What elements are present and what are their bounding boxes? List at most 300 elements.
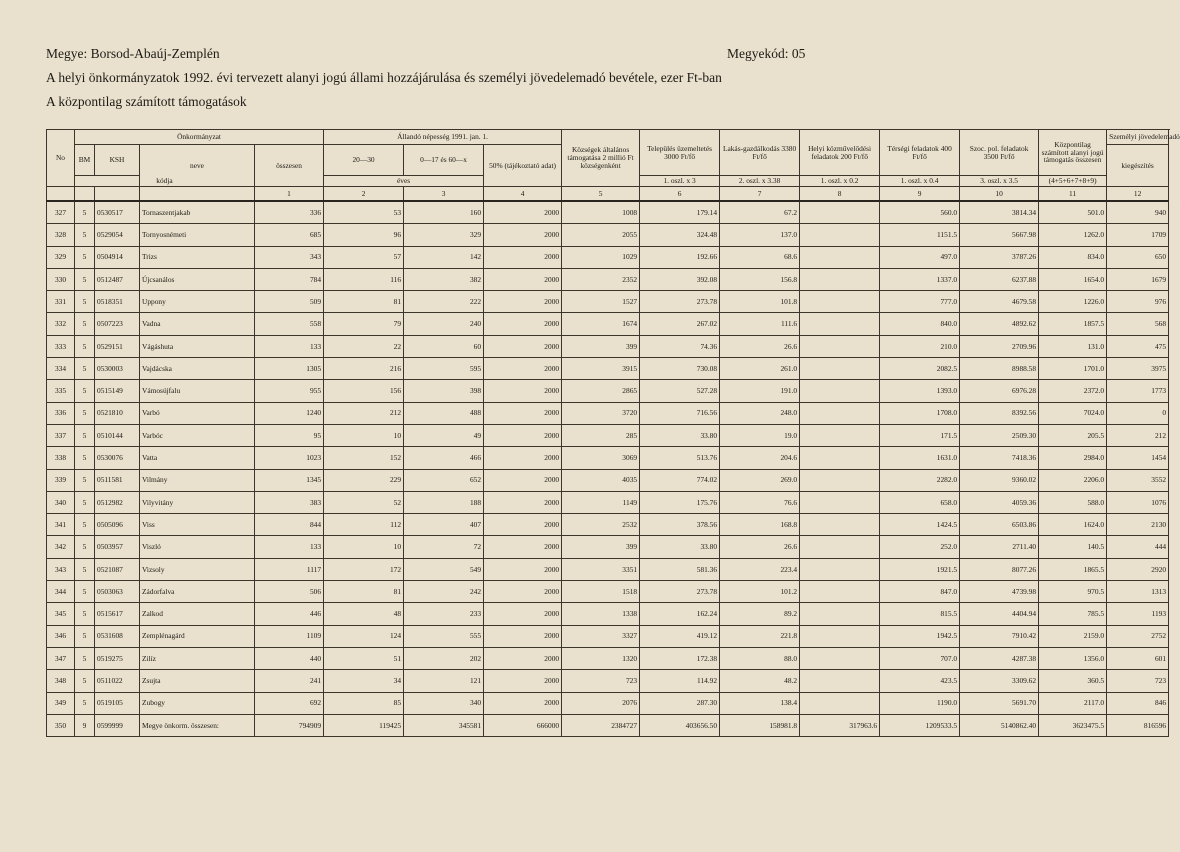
- cell-a2030: 22: [324, 335, 404, 357]
- cell-szoc: 1151.5: [880, 224, 960, 246]
- cell-lakas: 175.76: [640, 491, 720, 513]
- cell-lakas: 192.66: [640, 246, 720, 268]
- cell-no: 335: [47, 380, 75, 402]
- cell-p50: 1654.0: [1039, 268, 1107, 290]
- cell-kozp: 2711.40: [960, 536, 1039, 558]
- cell-osszesen: 383: [255, 491, 324, 513]
- cell-neve: Vatta: [140, 447, 255, 469]
- table-row: [47, 313, 1169, 335]
- table-row: [47, 201, 1169, 224]
- cell-a017: 329: [404, 224, 484, 246]
- colnum-blank: [47, 187, 75, 202]
- cell-tersegi: [800, 246, 880, 268]
- cell-lakas: 324.48: [640, 224, 720, 246]
- cell-neve: Zemplénagárd: [140, 625, 255, 647]
- cell-a017: 407: [404, 514, 484, 536]
- cell-tersegi: [800, 558, 880, 580]
- cell-osszesen: 95: [255, 424, 324, 446]
- cell-p50: 970.5: [1039, 581, 1107, 603]
- cell-ksh: 0507223: [95, 313, 140, 335]
- cell-telepules: 1149: [562, 491, 640, 513]
- cell-kozsegek: 2000: [484, 358, 562, 380]
- cell-no: 332: [47, 313, 75, 335]
- cell-osszesen: 1117: [255, 558, 324, 580]
- cell-ksh: 0504914: [95, 246, 140, 268]
- cell-no: 337: [47, 424, 75, 446]
- cell-a2030: 51: [324, 647, 404, 669]
- col-kieg: kiegészítés: [1107, 145, 1169, 187]
- cell-bm: 5: [75, 536, 95, 558]
- col-telepules: Település üzemeltetés 3000 Ft/fő: [640, 130, 720, 176]
- table-header: [47, 130, 1180, 202]
- col-kozsegek: Községek általános támogatása 2 millió Ft községenként: [562, 130, 640, 187]
- cell-osszesen: 1305: [255, 358, 324, 380]
- table-row: [47, 558, 1169, 580]
- cell-helyi: 248.0: [720, 402, 800, 424]
- cell-tersegi: [800, 625, 880, 647]
- cell-no: 342: [47, 536, 75, 558]
- cell-osszesen: 784: [255, 268, 324, 290]
- cell-p50: 3623475.5: [1039, 714, 1107, 736]
- cell-kozsegek: 2000: [484, 536, 562, 558]
- cell-kozsegek: 2000: [484, 313, 562, 335]
- col-bm: BM: [75, 145, 95, 176]
- cell-p50: 785.5: [1039, 603, 1107, 625]
- cell-ksh: 0519105: [95, 692, 140, 714]
- cell-a2030: 48: [324, 603, 404, 625]
- col-szoc: Szoc. pol. feladatok 3500 Ft/fő: [960, 130, 1039, 176]
- cell-szoc: 497.0: [880, 246, 960, 268]
- cell-no: 343: [47, 558, 75, 580]
- cell-neve: Vilyvitány: [140, 491, 255, 513]
- cell-kozp: 7418.36: [960, 447, 1039, 469]
- cell-kieg: 568: [1107, 313, 1169, 335]
- cell-helyi: 68.6: [720, 246, 800, 268]
- col-neve: neve: [140, 145, 255, 187]
- cell-helyi: 67.2: [720, 201, 800, 224]
- cell-szoc: 252.0: [880, 536, 960, 558]
- cell-helyi: 269.0: [720, 469, 800, 491]
- cell-ksh: 0530517: [95, 201, 140, 224]
- cell-ksh: 0515617: [95, 603, 140, 625]
- cell-a2030: 10: [324, 536, 404, 558]
- cell-a2030: 124: [324, 625, 404, 647]
- cell-bm: 5: [75, 291, 95, 313]
- cell-kozsegek: 2000: [484, 268, 562, 290]
- cell-ksh: 0511581: [95, 469, 140, 491]
- col-kodja: kódja: [75, 176, 255, 187]
- cell-a2030: 34: [324, 670, 404, 692]
- table-row: [47, 469, 1169, 491]
- cell-p50: 834.0: [1039, 246, 1107, 268]
- cell-no: 328: [47, 224, 75, 246]
- cell-kozp: 4059.36: [960, 491, 1039, 513]
- cell-helyi: 158981.8: [720, 714, 800, 736]
- cell-szoc: 1942.5: [880, 625, 960, 647]
- cell-kozp: 7910.42: [960, 625, 1039, 647]
- cell-a017: 466: [404, 447, 484, 469]
- cell-tersegi: [800, 268, 880, 290]
- cell-kozp: 5667.98: [960, 224, 1039, 246]
- cell-szoc: 2282.0: [880, 469, 960, 491]
- cell-kozp: 8392.56: [960, 402, 1039, 424]
- cell-ksh: 0510144: [95, 424, 140, 446]
- cell-neve: Vizsoly: [140, 558, 255, 580]
- cell-p50: 1262.0: [1039, 224, 1107, 246]
- cell-kozsegek: 2000: [484, 246, 562, 268]
- table-row: [47, 291, 1169, 313]
- cell-kozp: 3309.62: [960, 670, 1039, 692]
- cell-bm: 5: [75, 335, 95, 357]
- cell-kieg: 2920: [1107, 558, 1169, 580]
- cell-lakas: 33.80: [640, 536, 720, 558]
- cell-a2030: 81: [324, 291, 404, 313]
- cell-p50: 1701.0: [1039, 358, 1107, 380]
- table-row: [47, 625, 1169, 647]
- cell-p50: 2117.0: [1039, 692, 1107, 714]
- cell-neve: Zádorfalva: [140, 581, 255, 603]
- cell-tersegi: [800, 536, 880, 558]
- cell-kieg: 723: [1107, 670, 1169, 692]
- cell-szoc: 1424.5: [880, 514, 960, 536]
- table-row: [47, 581, 1169, 603]
- cell-p50: 2159.0: [1039, 625, 1107, 647]
- cell-kieg: 1193: [1107, 603, 1169, 625]
- cell-lakas: 403656.50: [640, 714, 720, 736]
- cell-bm: 5: [75, 246, 95, 268]
- cell-bm: 5: [75, 514, 95, 536]
- cell-ksh: 0521087: [95, 558, 140, 580]
- cell-a017: 242: [404, 581, 484, 603]
- cell-a017: 555: [404, 625, 484, 647]
- cell-no: 340: [47, 491, 75, 513]
- cell-ksh: 0515149: [95, 380, 140, 402]
- colnum: 6: [640, 187, 720, 202]
- cell-osszesen: 446: [255, 603, 324, 625]
- cell-a2030: 81: [324, 581, 404, 603]
- cell-p50: 7024.0: [1039, 402, 1107, 424]
- cell-lakas: 33.80: [640, 424, 720, 446]
- cell-szoc: 840.0: [880, 313, 960, 335]
- cell-lakas: 378.56: [640, 514, 720, 536]
- cell-no: 333: [47, 335, 75, 357]
- cell-szoc: 1190.0: [880, 692, 960, 714]
- cell-no: 334: [47, 358, 75, 380]
- cell-a017: 382: [404, 268, 484, 290]
- cell-kozsegek: 2000: [484, 291, 562, 313]
- cell-kozp: 3787.26: [960, 246, 1039, 268]
- cell-kozp: 8988.58: [960, 358, 1039, 380]
- cell-ksh: 0519275: [95, 647, 140, 669]
- colnum: 12: [1107, 187, 1169, 202]
- colnum: 8: [800, 187, 880, 202]
- cell-helyi: 221.8: [720, 625, 800, 647]
- cell-kozsegek: 2000: [484, 514, 562, 536]
- cell-a017: 240: [404, 313, 484, 335]
- cell-p50: 205.5: [1039, 424, 1107, 446]
- cell-lakas: 419.12: [640, 625, 720, 647]
- cell-szoc: 171.5: [880, 424, 960, 446]
- cell-neve: Tornaszentjakab: [140, 201, 255, 224]
- cell-lakas: 179.14: [640, 201, 720, 224]
- cell-p50: 1857.5: [1039, 313, 1107, 335]
- cell-telepules: 2076: [562, 692, 640, 714]
- cell-tersegi: [800, 402, 880, 424]
- cell-neve: Vilmány: [140, 469, 255, 491]
- cell-telepules: 1338: [562, 603, 640, 625]
- cell-a2030: 57: [324, 246, 404, 268]
- cell-telepules: 1518: [562, 581, 640, 603]
- cell-telepules: 723: [562, 670, 640, 692]
- cell-helyi: 89.2: [720, 603, 800, 625]
- cell-helyi: 19.0: [720, 424, 800, 446]
- cell-p50: 2206.0: [1039, 469, 1107, 491]
- cell-bm: 9: [75, 714, 95, 736]
- colnum: 5: [562, 187, 640, 202]
- cell-tersegi: [800, 201, 880, 224]
- cell-lakas: 273.78: [640, 291, 720, 313]
- cell-bm: 5: [75, 558, 95, 580]
- table-row: [47, 402, 1169, 424]
- cell-osszesen: 692: [255, 692, 324, 714]
- cell-telepules: 4035: [562, 469, 640, 491]
- cell-a2030: 119425: [324, 714, 404, 736]
- cell-helyi: 101.2: [720, 581, 800, 603]
- cell-szoc: 1209533.5: [880, 714, 960, 736]
- cell-telepules: 1008: [562, 201, 640, 224]
- cell-kozsegek: 2000: [484, 424, 562, 446]
- cell-ksh: 0531608: [95, 625, 140, 647]
- formula-telepules: 1. oszl. x 3: [640, 176, 720, 187]
- cell-neve: Varbóc: [140, 424, 255, 446]
- cell-helyi: 156.8: [720, 268, 800, 290]
- cell-a2030: 212: [324, 402, 404, 424]
- cell-bm: 5: [75, 224, 95, 246]
- cell-kieg: 1454: [1107, 447, 1169, 469]
- cell-no: 327: [47, 201, 75, 224]
- cell-osszesen: 844: [255, 514, 324, 536]
- cell-a017: 188: [404, 491, 484, 513]
- cell-a017: 652: [404, 469, 484, 491]
- cell-tersegi: 317963.6: [800, 714, 880, 736]
- cell-ksh: 0530076: [95, 447, 140, 469]
- cell-lakas: 527.28: [640, 380, 720, 402]
- col-a017: 0—17 és 60—x: [404, 145, 484, 176]
- cell-tersegi: [800, 313, 880, 335]
- cell-telepules: 2384727: [562, 714, 640, 736]
- cell-kozp: 4287.38: [960, 647, 1039, 669]
- cell-a017: 121: [404, 670, 484, 692]
- cell-osszesen: 794909: [255, 714, 324, 736]
- cell-no: 347: [47, 647, 75, 669]
- cell-ksh: 0530003: [95, 358, 140, 380]
- cell-kozsegek: 2000: [484, 581, 562, 603]
- cell-bm: 5: [75, 447, 95, 469]
- table-row: [47, 514, 1169, 536]
- colnum: 1: [255, 187, 324, 202]
- cell-bm: 5: [75, 670, 95, 692]
- cell-bm: 5: [75, 313, 95, 335]
- cell-kieg: 940: [1107, 201, 1169, 224]
- cell-telepules: 2352: [562, 268, 640, 290]
- cell-lakas: 74.36: [640, 335, 720, 357]
- cell-tersegi: [800, 447, 880, 469]
- col-no: No: [47, 130, 75, 187]
- cell-helyi: 48.2: [720, 670, 800, 692]
- cell-kozsegek: 2000: [484, 625, 562, 647]
- cell-helyi: 261.0: [720, 358, 800, 380]
- cell-a2030: 10: [324, 424, 404, 446]
- cell-neve: Újcsanálos: [140, 268, 255, 290]
- cell-szoc: 1631.0: [880, 447, 960, 469]
- cell-osszesen: 440: [255, 647, 324, 669]
- cell-kozp: 3814.34: [960, 201, 1039, 224]
- cell-a017: 549: [404, 558, 484, 580]
- cell-lakas: 267.02: [640, 313, 720, 335]
- cell-ksh: 0512487: [95, 268, 140, 290]
- cell-kozsegek: 2000: [484, 447, 562, 469]
- cell-bm: 5: [75, 201, 95, 224]
- cell-neve: Trizs: [140, 246, 255, 268]
- cell-szoc: 560.0: [880, 201, 960, 224]
- cell-lakas: 581.36: [640, 558, 720, 580]
- cell-kozsegek: 2000: [484, 603, 562, 625]
- cell-tersegi: [800, 581, 880, 603]
- cell-neve: Zalkod: [140, 603, 255, 625]
- cell-kieg: 2752: [1107, 625, 1169, 647]
- cell-kieg: 444: [1107, 536, 1169, 558]
- group-onkormanyzat: Önkormányzat: [75, 130, 324, 145]
- cell-tersegi: [800, 692, 880, 714]
- cell-osszesen: 241: [255, 670, 324, 692]
- cell-a017: 398: [404, 380, 484, 402]
- table-row: [47, 224, 1169, 246]
- cell-telepules: 1674: [562, 313, 640, 335]
- formula-tersegi: 1. oszl. x 0.4: [880, 176, 960, 187]
- col-helyi: Helyi közművelődési feladatok 200 Ft/fő: [800, 130, 880, 176]
- table-row: [47, 647, 1169, 669]
- cell-neve: Vajdácska: [140, 358, 255, 380]
- cell-tersegi: [800, 224, 880, 246]
- colnum-blank: [95, 187, 140, 202]
- cell-kozsegek: 2000: [484, 491, 562, 513]
- cell-a2030: 52: [324, 491, 404, 513]
- county-line: Megye: Borsod-Abaúj-Zemplén: [46, 46, 220, 61]
- cell-tersegi: [800, 603, 880, 625]
- cell-a017: 595: [404, 358, 484, 380]
- cell-p50: 2372.0: [1039, 380, 1107, 402]
- cell-kieg: 3975: [1107, 358, 1169, 380]
- cell-a017: 142: [404, 246, 484, 268]
- cell-helyi: 168.8: [720, 514, 800, 536]
- table-row: [47, 491, 1169, 513]
- cell-lakas: 392.08: [640, 268, 720, 290]
- cell-bm: 5: [75, 491, 95, 513]
- cell-kozsegek: 2000: [484, 335, 562, 357]
- cell-kozsegek: 2000: [484, 224, 562, 246]
- table-row: [47, 670, 1169, 692]
- table-row: [47, 692, 1169, 714]
- col-p50: 50% (tájékoztató adat): [484, 145, 562, 187]
- cell-lakas: 273.78: [640, 581, 720, 603]
- cell-ksh: 0521810: [95, 402, 140, 424]
- cell-szoc: 658.0: [880, 491, 960, 513]
- cell-p50: 360.5: [1039, 670, 1107, 692]
- cell-no: 329: [47, 246, 75, 268]
- cell-osszesen: 955: [255, 380, 324, 402]
- cell-neve: Vadna: [140, 313, 255, 335]
- cell-kieg: 2130: [1107, 514, 1169, 536]
- cell-lakas: 716.56: [640, 402, 720, 424]
- cell-helyi: 88.0: [720, 647, 800, 669]
- cell-kieg: 475: [1107, 335, 1169, 357]
- cell-ksh: 0512982: [95, 491, 140, 513]
- table-body: [47, 201, 1169, 737]
- cell-kozsegek: 2000: [484, 558, 562, 580]
- cell-p50: 1226.0: [1039, 291, 1107, 313]
- cell-no: 339: [47, 469, 75, 491]
- cell-kozp: 2709.96: [960, 335, 1039, 357]
- cell-kieg: 1773: [1107, 380, 1169, 402]
- cell-szoc: 815.5: [880, 603, 960, 625]
- cell-tersegi: [800, 469, 880, 491]
- cell-p50: 501.0: [1039, 201, 1107, 224]
- cell-a2030: 112: [324, 514, 404, 536]
- data-table: [46, 129, 1180, 737]
- cell-kieg: 1313: [1107, 581, 1169, 603]
- cell-bm: 5: [75, 424, 95, 446]
- cell-telepules: 2865: [562, 380, 640, 402]
- col-a2030: 20—30: [324, 145, 404, 176]
- cell-bm: 5: [75, 603, 95, 625]
- cell-szoc: 1393.0: [880, 380, 960, 402]
- cell-tersegi: [800, 335, 880, 357]
- cell-szoc: 847.0: [880, 581, 960, 603]
- cell-osszesen: 685: [255, 224, 324, 246]
- cell-kozsegek: 2000: [484, 402, 562, 424]
- cell-szoc: 2082.5: [880, 358, 960, 380]
- cell-telepules: 3915: [562, 358, 640, 380]
- cell-a017: 345581: [404, 714, 484, 736]
- cell-no: 350: [47, 714, 75, 736]
- cell-helyi: 137.0: [720, 224, 800, 246]
- cell-kozp: 9360.02: [960, 469, 1039, 491]
- cell-kieg: 1709: [1107, 224, 1169, 246]
- col-osszesen: összesen: [255, 145, 324, 187]
- cell-no: 348: [47, 670, 75, 692]
- cell-lakas: 172.38: [640, 647, 720, 669]
- cell-osszesen: 1023: [255, 447, 324, 469]
- formula-szoc: 3. oszl. x 3.5: [960, 176, 1039, 187]
- colnum-blank: [75, 187, 95, 202]
- cell-osszesen: 1109: [255, 625, 324, 647]
- cell-neve: Uppony: [140, 291, 255, 313]
- cell-tersegi: [800, 514, 880, 536]
- formula-lakas: 2. oszl. x 3.38: [720, 176, 800, 187]
- cell-kozsegek: 2000: [484, 201, 562, 224]
- document-subtitle: A központilag számított támogatások: [46, 94, 247, 109]
- colnum: 11: [1039, 187, 1107, 202]
- col-lakas: Lakás-gazdálkodás 3380 Ft/fő: [720, 130, 800, 176]
- colnum-blank: [140, 187, 255, 202]
- cell-kieg: 212: [1107, 424, 1169, 446]
- cell-kieg: 601: [1107, 647, 1169, 669]
- cell-no: 336: [47, 402, 75, 424]
- cell-kieg: 3552: [1107, 469, 1169, 491]
- cell-a2030: 216: [324, 358, 404, 380]
- cell-telepules: 399: [562, 335, 640, 357]
- cell-osszesen: 133: [255, 536, 324, 558]
